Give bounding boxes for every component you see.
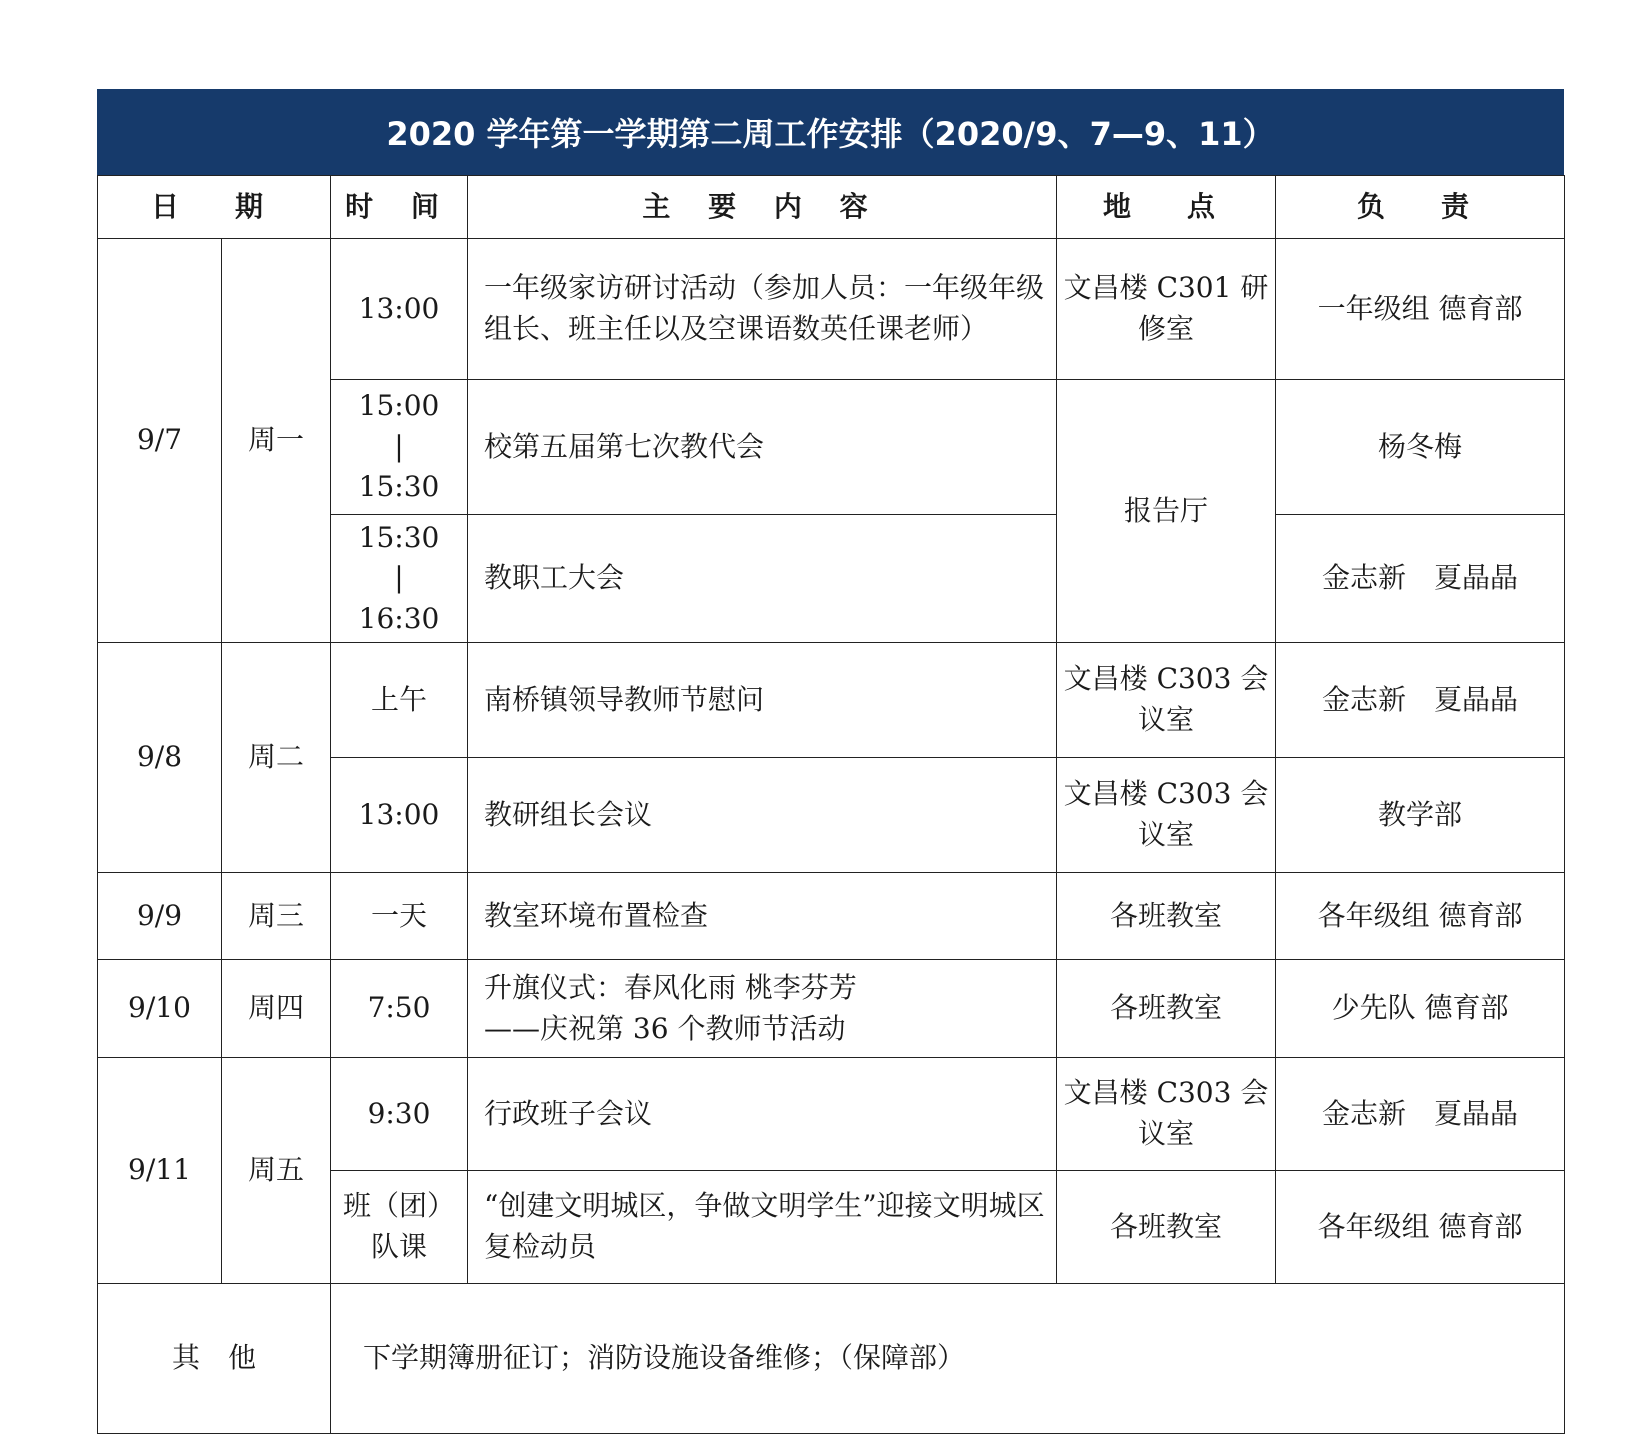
weekday-cell: 周五 xyxy=(222,1058,331,1284)
time-cell xyxy=(331,380,468,515)
header-date: 日 期 xyxy=(98,176,331,239)
place-cell: 文昌楼 C303 会议室 xyxy=(1057,1058,1276,1171)
content-cell: “创建文明城区，争做文明学生”迎接文明城区复检动员 xyxy=(468,1171,1057,1284)
owner-cell: 金志新 夏晶晶 xyxy=(1276,515,1565,643)
time-cell: 7:50 xyxy=(331,960,468,1058)
place-cell: 各班教室 xyxy=(1057,873,1276,960)
owner-cell: 一年级组 德育部 xyxy=(1276,239,1565,380)
time-separator: | xyxy=(394,561,404,595)
time-start: 15:30 xyxy=(358,520,440,554)
owner-cell: 教学部 xyxy=(1276,758,1565,873)
date-cell: 9/7 xyxy=(98,239,222,643)
weekday-cell: 周三 xyxy=(222,873,331,960)
content-cell: 校第五届第七次教代会 xyxy=(468,380,1057,515)
table-row xyxy=(98,239,1565,380)
owner-cell: 金志新 夏晶晶 xyxy=(1276,1058,1565,1171)
time-separator: | xyxy=(394,429,404,463)
place-cell: 各班教室 xyxy=(1057,960,1276,1058)
time-start: 15:00 xyxy=(358,389,440,423)
content-line: 升旗仪式：春风化雨 桃李芬芳 xyxy=(484,970,857,1004)
content-cell: 一年级家访研讨活动（参加人员：一年级年级组长、班主任以及空课语数英任课老师） xyxy=(468,239,1057,380)
header-row xyxy=(98,176,1565,239)
date-cell: 9/9 xyxy=(98,873,222,960)
schedule-title: 2020 学年第一学期第二周工作安排（2020/9、7—9、11） xyxy=(97,89,1564,175)
place-cell: 文昌楼 C303 会议室 xyxy=(1057,643,1276,758)
content-cell: 教室环境布置检查 xyxy=(468,873,1057,960)
owner-cell: 杨冬梅 xyxy=(1276,380,1565,515)
header-owner: 负 责 xyxy=(1276,176,1565,239)
content-cell: 南桥镇领导教师节慰问 xyxy=(468,643,1057,758)
time-end: 16:30 xyxy=(358,601,440,635)
weekday-cell: 周二 xyxy=(222,643,331,873)
time-end: 15:30 xyxy=(358,470,440,504)
time-cell: 13:00 xyxy=(331,758,468,873)
other-content: 下学期簿册征订；消防设施设备维修；（保障部） xyxy=(331,1284,1565,1434)
schedule-table xyxy=(97,175,1565,1434)
table-row xyxy=(98,643,1565,758)
other-label: 其 他 xyxy=(98,1284,331,1434)
weekday-cell: 周四 xyxy=(222,960,331,1058)
owner-cell: 金志新 夏晶晶 xyxy=(1276,643,1565,758)
weekday-cell: 周一 xyxy=(222,239,331,643)
place-cell: 文昌楼 C301 研修室 xyxy=(1057,239,1276,380)
table-row xyxy=(98,1058,1565,1171)
time-cell: 9:30 xyxy=(331,1058,468,1171)
schedule-sheet xyxy=(97,89,1564,1434)
header-content: 主 要 内 容 xyxy=(468,176,1057,239)
date-cell: 9/10 xyxy=(98,960,222,1058)
place-cell: 各班教室 xyxy=(1057,1171,1276,1284)
content-cell xyxy=(468,960,1057,1058)
content-line: ——庆祝第 36 个教师节活动 xyxy=(484,1011,846,1045)
place-cell: 文昌楼 C303 会议室 xyxy=(1057,758,1276,873)
header-place: 地 点 xyxy=(1057,176,1276,239)
other-row xyxy=(98,1284,1565,1434)
time-cell: 班（团）队课 xyxy=(331,1171,468,1284)
header-time: 时 间 xyxy=(331,176,468,239)
date-cell: 9/11 xyxy=(98,1058,222,1284)
content-cell: 行政班子会议 xyxy=(468,1058,1057,1171)
content-cell: 教职工大会 xyxy=(468,515,1057,643)
date-cell: 9/8 xyxy=(98,643,222,873)
time-cell: 一天 xyxy=(331,873,468,960)
content-cell: 教研组长会议 xyxy=(468,758,1057,873)
owner-cell: 各年级组 德育部 xyxy=(1276,1171,1565,1284)
time-cell: 上午 xyxy=(331,643,468,758)
owner-cell: 少先队 德育部 xyxy=(1276,960,1565,1058)
table-row xyxy=(98,873,1565,960)
time-cell: 13:00 xyxy=(331,239,468,380)
place-cell: 报告厅 xyxy=(1057,380,1276,643)
owner-cell: 各年级组 德育部 xyxy=(1276,873,1565,960)
time-cell xyxy=(331,515,468,643)
table-row xyxy=(98,960,1565,1058)
